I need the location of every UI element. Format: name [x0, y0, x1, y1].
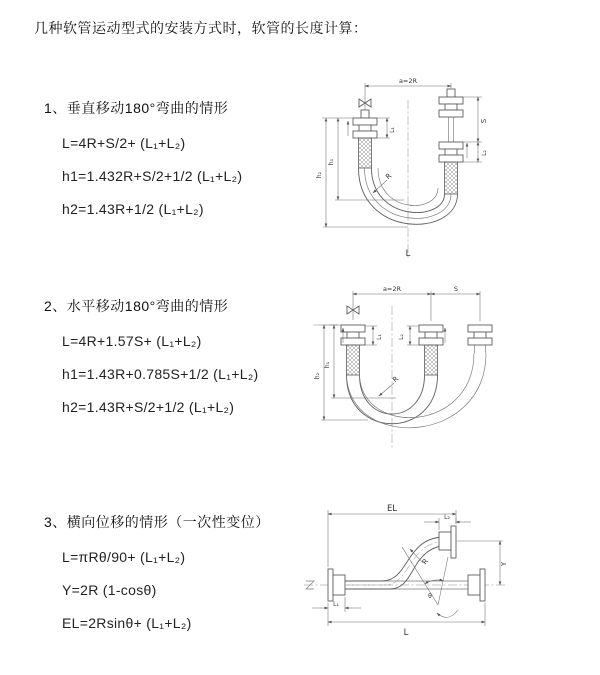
section-lateral-displacement [44, 512, 270, 631]
section-1-heading: 1、垂直移动180°弯曲的情形 [44, 100, 229, 116]
formula-line: L=πRθ/90+ (L₁+L₂) [62, 549, 186, 565]
dim-label-l2: L₂ [398, 334, 405, 340]
formula-line: EL=2Rsinθ+ (L₁+L₂) [62, 615, 192, 631]
dim-label-s: S [453, 285, 459, 293]
formula-line: h1=1.432R+S/2+1/2 (L₁+L₂) [62, 168, 243, 184]
flange-left [328, 569, 345, 601]
dim-label-l: L [403, 628, 409, 638]
formula-line: h2=1.43R+S/2+1/2 (L₁+L₂) [62, 399, 235, 415]
extension-lines [353, 291, 480, 321]
dim-label-s: S [480, 118, 488, 124]
flange-right-phantom [468, 569, 485, 601]
flange-fitting-left [341, 325, 365, 375]
braid-section [347, 345, 360, 375]
dim-label-l1: L₁ [333, 601, 339, 608]
diagram-lateral-displacement [298, 500, 600, 642]
dim-label-h2: h₂ [316, 171, 323, 179]
dim-label-l: L [405, 249, 411, 259]
dim-label-l1: L₁ [376, 334, 383, 340]
flange-fitting-right-upper [439, 89, 463, 142]
dim-label-h1: h₁ [328, 158, 335, 166]
flange-raised [439, 526, 456, 558]
formula-line: L=4R+1.57S+ (L₁+L₂) [62, 333, 202, 349]
section-horizontal-movement [44, 296, 259, 415]
section-3-heading: 3、横向位移的情形（一次性变位） [44, 514, 270, 530]
diagram-horizontal-180-bend [310, 280, 598, 458]
extension-lines [328, 603, 485, 626]
section-2-heading: 2、水平移动180°弯曲的情形 [44, 298, 229, 314]
hose-u-bend [347, 353, 487, 428]
diagram-vertical-180-bend [308, 72, 593, 264]
extension-lines [407, 326, 419, 345]
diagram-3-drawing [298, 500, 600, 642]
dim-label-l2: L₂ [444, 514, 450, 521]
dim-label-h1: h₁ [324, 361, 331, 369]
section-vertical-movement [44, 98, 242, 217]
dim-label-y: Y [500, 561, 508, 567]
formula-line: Y=2R (1-cosθ) [62, 582, 157, 598]
extension-lines [328, 510, 456, 567]
formula-line: L=4R+S/2+ (L₁+L₂) [62, 135, 186, 151]
dim-label-theta: θ [428, 593, 432, 600]
dim-label-r: R [391, 374, 401, 385]
braid-section [359, 138, 372, 168]
flange-fitting-right-lower [439, 142, 463, 194]
formula-line: h2=1.43R+1/2 (L₁+L₂) [62, 201, 204, 217]
braid-section [425, 345, 438, 375]
dim-label-l2: L₂ [481, 150, 488, 156]
flange-fitting-right-phantom [468, 325, 492, 353]
extension-lines [365, 83, 451, 114]
page-title: 几种软管运动型式的安装方式时，软管的长度计算： [34, 20, 368, 36]
flange-fitting-left [353, 110, 377, 168]
dim-label-a2r: a=2R [382, 285, 402, 293]
dim-label-r: R [384, 171, 394, 182]
extension-lines [463, 97, 482, 162]
dim-label-el: EL [386, 504, 398, 514]
diagram-2-drawing [310, 280, 598, 458]
dim-label-a2r: a=2R [398, 77, 418, 85]
braid-section [445, 162, 458, 194]
dim-label-r: R [420, 557, 431, 567]
diagram-1-drawing [308, 72, 593, 264]
dim-label-h2: h₂ [314, 372, 321, 380]
flange-fitting-middle [419, 325, 443, 375]
formula-line: h1=1.43R+0.785S+1/2 (L₁+L₂) [62, 366, 259, 382]
dim-label-l1: L₁ [389, 127, 396, 133]
